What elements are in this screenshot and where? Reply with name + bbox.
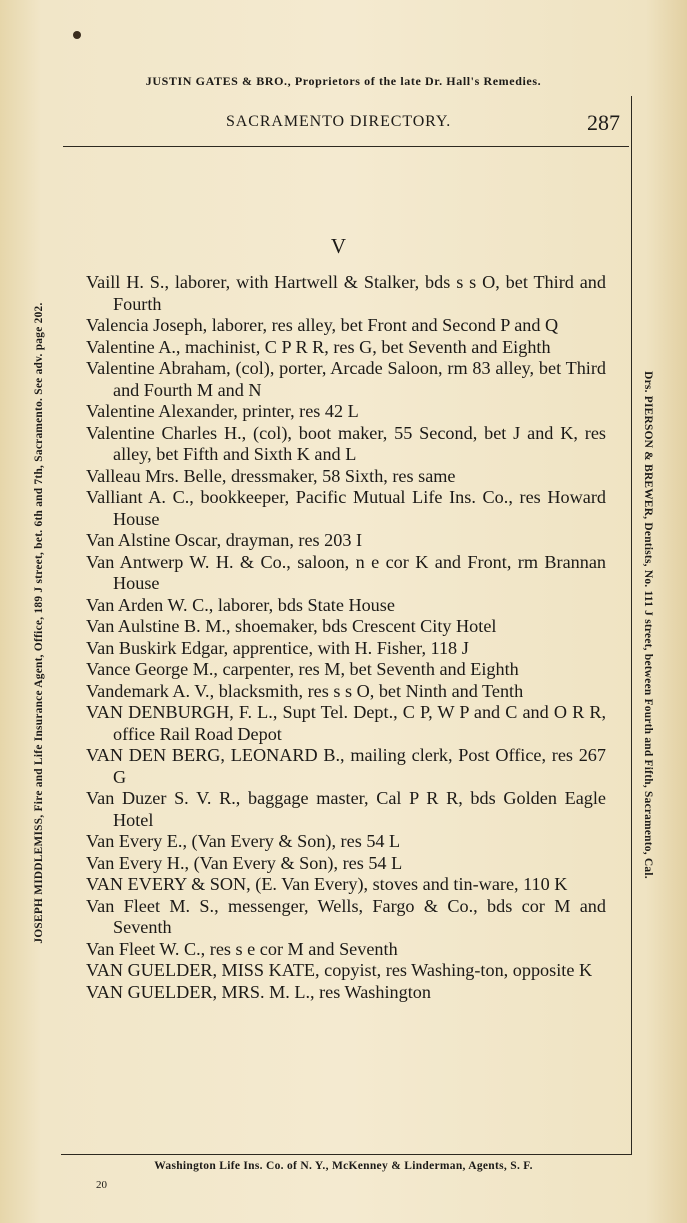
top-advertisement: JUSTIN GATES & BRO., Proprietors of the late Dr. Hall's Remedies.: [145, 74, 542, 88]
directory-entry: Vance George M., carpenter, res M, bet Seventh and Eighth: [86, 659, 519, 679]
directory-entry: Van Antwerp W. H. & Co., saloon, n e cor K and Front, rm Brannan House: [86, 551, 606, 593]
directory-entry: Valentine Abraham, (col), porter, Arcade Saloon, rm 83 alley, bet Third and Fourth M and N: [86, 358, 606, 400]
ink-mark: [73, 31, 81, 39]
directory-entry: Valentine Alexander, printer, res 42 L: [86, 401, 359, 421]
directory-entry: VAN DEN BERG, LEONARD B., mailing clerk, Post Office, res 267 G: [86, 745, 606, 787]
directory-entry: Van Alstine Oscar, drayman, res 203 I: [86, 530, 363, 550]
page-number: 287: [587, 110, 620, 135]
directory-entry: VAN GUELDER, MISS KATE, copyist, res Washing-ton, opposite K: [86, 960, 593, 980]
directory-entry: Valencia Joseph, laborer, res alley, bet Front and Second P and Q: [86, 315, 559, 335]
right-margin-ad-text: Drs. PIERSON & BREWER, Dentists, No. 111 J street, between Fourth and Fifth, Sacramento, Cal.: [642, 371, 654, 879]
directory-entry: Van Fleet W. C., res s e cor M and Seventh: [86, 938, 398, 959]
section-letter-row: [0, 234, 687, 259]
directory-entry: Vandemark A. V., blacksmith, res s s O, bet Ninth and Tenth: [86, 680, 524, 701]
section-letter: V: [330, 234, 347, 258]
directory-entry: Vaill H. S., laborer, with Hartwell & Stalker, bds s s O, bet Third and Fourth: [86, 272, 606, 314]
directory-entry: Van Buskirk Edgar, apprentice, with H. Fisher, 118 J: [86, 637, 469, 658]
directory-entry: Van Fleet M. S., messenger, Wells, Fargo & Co., bds cor M and Seventh: [86, 895, 606, 937]
directory-entry: VAN DENBURGH, F. L., Supt Tel. Dept., C P, W P and C and O R R, office Rail Road Depot: [86, 702, 606, 744]
directory-entry: Valleau Mrs. Belle, dressmaker, 58 Sixth, res same: [86, 465, 456, 486]
directory-entry: Van Aulstine B. M., shoemaker, bds Crescent City Hotel: [86, 616, 497, 636]
directory-entry: Van Every H., (Van Every & Son), res 54 L: [86, 852, 403, 873]
directory-entry: Valentine Charles H., (col), boot maker, 55 Second, bet J and K, res alley, bet Fifth and Sixth K and L: [86, 422, 606, 464]
directory-entry: VAN GUELDER, MRS. M. L., res Washington: [86, 981, 431, 1002]
directory-entry: Van Every E., (Van Every & Son), res 54 L: [86, 831, 401, 851]
directory-entry: Van Arden W. C., laborer, bds State House: [86, 594, 395, 615]
directory-entry: Valentine A., machinist, C P R R, res G, bet Seventh and Eighth: [86, 336, 551, 357]
left-margin-ad-text: JOSEPH MIDDLEMISS, Fire and Life Insurance Agent, Office, 189 J street, bet. 6th and 7th, Sacramento. See adv. page 202.: [33, 302, 45, 944]
directory-entry: Valliant A. C., bookkeeper, Pacific Mutual Life Ins. Co., res Howard House: [86, 487, 606, 529]
header-rule: [63, 146, 629, 147]
running-head: SACRAMENTO DIRECTORY.: [226, 113, 452, 130]
directory-entry: Van Duzer S. V. R., baggage master, Cal P R R, bds Golden Eagle Hotel: [86, 788, 606, 830]
footer-advertisement: Washington Life Ins. Co. of N. Y., McKenney & Linderman, Agents, S. F.: [154, 1160, 533, 1172]
signature-mark: 20: [96, 1179, 107, 1191]
directory-entry: VAN EVERY & SON, (E. Van Every), stoves and tin-ware, 110 K: [86, 874, 568, 894]
directory-entries: [86, 272, 606, 1003]
